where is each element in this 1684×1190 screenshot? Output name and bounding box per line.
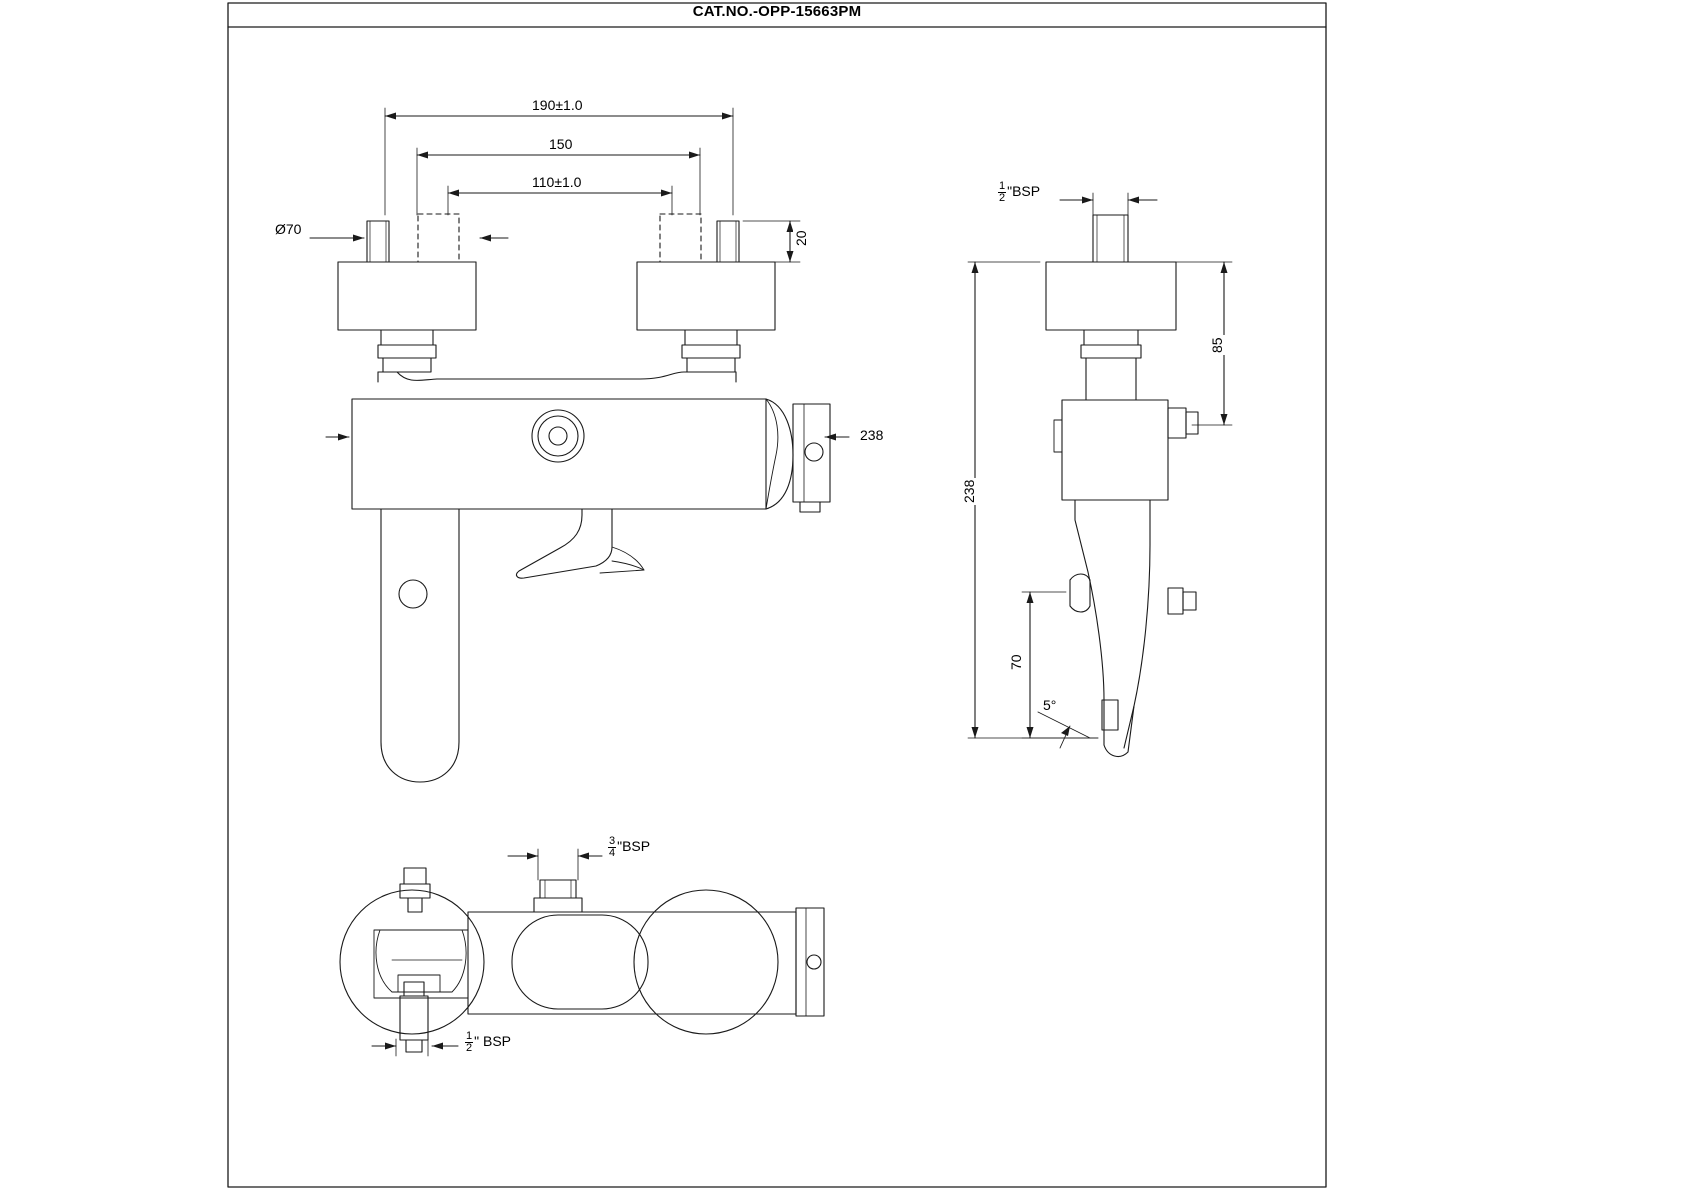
bsp-suffix-three-quarter: "BSP <box>617 838 651 855</box>
catalog-number-title: CAT.NO.-OPP-15663PM <box>692 3 862 20</box>
dimension-5-degrees: 5° <box>1043 697 1057 713</box>
dimension-110: 110±1.0 <box>532 174 582 190</box>
dimension-diameter-70: Ø70 <box>275 221 302 237</box>
fraction-three-quarters: $\frac{3}{4}$ <box>609 835 616 859</box>
sheet-border <box>228 3 1326 1187</box>
dimension-190: 190±1.0 <box>532 97 583 113</box>
fraction-one-half: $\frac{1}{2}$ <box>999 180 1006 204</box>
dimension-three-quarter-bsp <box>606 836 652 859</box>
dimension-half-bsp-bottom <box>463 1031 513 1054</box>
dimension-70: 70 <box>1008 654 1024 670</box>
front-view-geometry <box>310 108 849 782</box>
dimension-half-bsp-top <box>996 181 1042 204</box>
dimension-85: 85 <box>1209 337 1225 353</box>
dimension-20: 20 <box>793 230 809 246</box>
title-block <box>228 3 1326 27</box>
dimension-238-side: 238 <box>961 479 977 503</box>
dimension-150: 150 <box>549 136 573 152</box>
fraction-one-half-bottom: $\frac{1}{2}$ <box>466 1030 473 1054</box>
bsp-suffix-top: "BSP <box>1007 183 1041 200</box>
dimension-238-front: 238 <box>860 427 884 443</box>
top-view-geometry <box>340 849 824 1056</box>
bsp-suffix-bottom: " BSP <box>474 1033 511 1050</box>
